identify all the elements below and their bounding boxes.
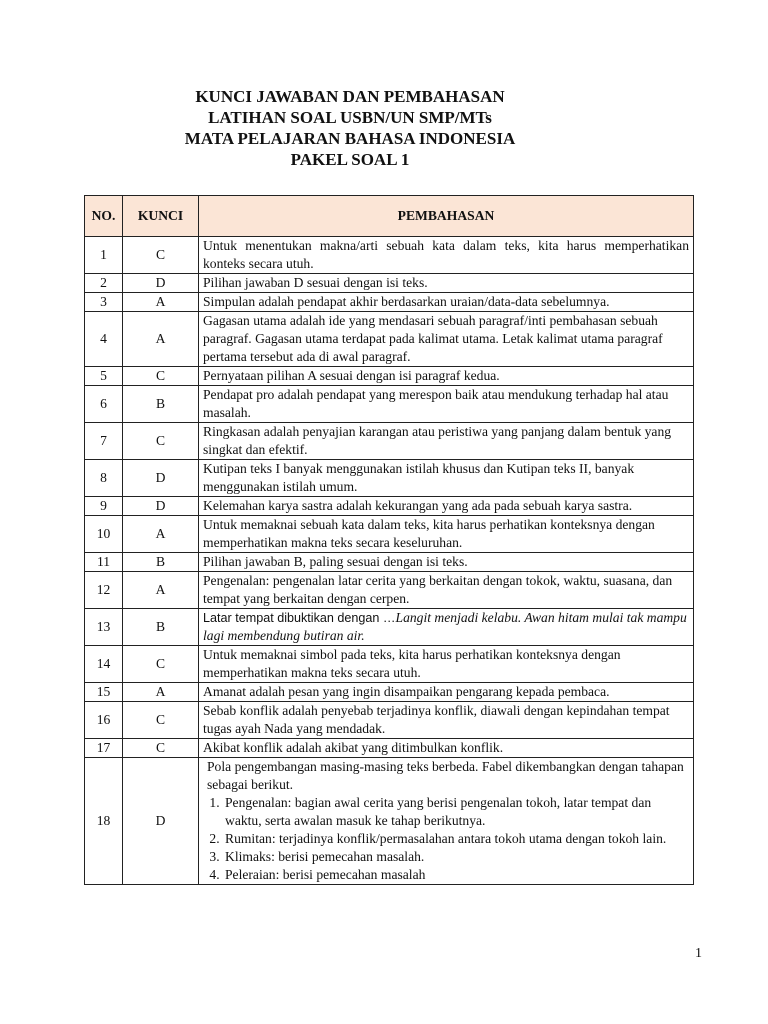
table-row — [85, 367, 694, 386]
list-item: 1. Pengenalan: bagian awal cerita yang berisi pengenalan tokoh, latar tempat dan waktu, serta awalan masuk ke tahap berikutnya. — [223, 794, 689, 830]
row-number: 2 — [85, 274, 123, 293]
row-explanation: Untuk menentukan makna/arti sebuah kata dalam teks, kita harus memperhatikan konteks secara utuh. — [199, 237, 694, 274]
table-row — [85, 683, 694, 702]
table-row — [85, 460, 694, 497]
explanation-prefix: Latar tempat dibuktikan dengan … — [203, 611, 396, 625]
row-answer: D — [123, 460, 199, 497]
table-header-row — [85, 196, 694, 237]
row-number: 5 — [85, 367, 123, 386]
row-explanation: Pendapat pro adalah pendapat yang merespon baik atau mendukung terhadap hal atau masalah. — [199, 386, 694, 423]
row-number: 4 — [85, 312, 123, 367]
row-answer: C — [123, 739, 199, 758]
row-explanation: Pernyataan pilihan A sesuai dengan isi paragraf kedua. — [199, 367, 694, 386]
table-row — [85, 293, 694, 312]
row-number: 8 — [85, 460, 123, 497]
row-answer: C — [123, 237, 199, 274]
title-line-2: LATIHAN SOAL USBN/UN SMP/MTs — [208, 108, 492, 127]
list-item: 4. Peleraian: berisi pemecahan masalah — [223, 866, 689, 884]
header-explanation: PEMBAHASAN — [199, 196, 694, 237]
table-row — [85, 423, 694, 460]
row-explanation: Untuk memaknai simbol pada teks, kita harus perhatikan konteksnya dengan memperhatikan makna teks secara utuh. — [199, 646, 694, 683]
row-explanation: Untuk memaknai sebuah kata dalam teks, kita harus perhatikan konteksnya dengan memperhatikan makna teks secara keseluruhan. — [199, 516, 694, 553]
table-row — [85, 702, 694, 739]
row-answer: B — [123, 386, 199, 423]
row-explanation: Gagasan utama adalah ide yang mendasari sebuah paragraf/inti pembahasan sebuah paragraf. Gagasan utama terdapat pada kalimat utama. Letak kalimat utama paragraf pertama tersebut ada di awal paragraf. — [199, 312, 694, 367]
row-answer: B — [123, 553, 199, 572]
row-number: 17 — [85, 739, 123, 758]
row-answer: C — [123, 702, 199, 739]
table-row — [85, 553, 694, 572]
row-explanation: Pilihan jawaban D sesuai dengan isi teks. — [199, 274, 694, 293]
list-item: 3. Klimaks: berisi pemecahan masalah. — [223, 848, 689, 866]
row-answer: A — [123, 293, 199, 312]
row-explanation: Pengenalan: pengenalan latar cerita yang berkaitan dengan tokok, waktu, suasana, dan tempat yang berkaitan dengan cerpen. — [199, 572, 694, 609]
row-answer: D — [123, 497, 199, 516]
row-explanation — [199, 758, 694, 885]
table-row — [85, 237, 694, 274]
header-no: NO. — [85, 196, 123, 237]
document-title — [0, 86, 700, 170]
list-item: 2. Rumitan: terjadinya konflik/permasalahan antara tokoh utama dengan tokoh lain. — [223, 830, 689, 848]
row-answer: C — [123, 646, 199, 683]
row-answer: A — [123, 516, 199, 553]
page-number: 1 — [695, 946, 702, 961]
row-explanation: Sebab konflik adalah penyebab terjadinya konflik, diawali dengan kepindahan tempat tugas ayah Nada yang mendadak. — [199, 702, 694, 739]
row-answer: A — [123, 572, 199, 609]
row-number: 1 — [85, 237, 123, 274]
row-explanation: Pilihan jawaban B, paling sesuai dengan isi teks. — [199, 553, 694, 572]
table-row — [85, 516, 694, 553]
row-answer: A — [123, 683, 199, 702]
table-row — [85, 739, 694, 758]
row-explanation: Ringkasan adalah penyajian karangan atau peristiwa yang panjang dalam bentuk yang singkat dan efektif. — [199, 423, 694, 460]
table-row — [85, 646, 694, 683]
stage-list — [203, 794, 689, 884]
table-row — [85, 758, 694, 885]
title-line-3: MATA PELAJARAN BAHASA INDONESIA — [184, 129, 516, 148]
row-number: 14 — [85, 646, 123, 683]
row-explanation: Kutipan teks I banyak menggunakan istilah khusus dan Kutipan teks II, banyak menggunakan istilah umum. — [199, 460, 694, 497]
explanation-intro: Pola pengembangan masing-masing teks berbeda. Fabel dikembangkan dengan tahapan sebagai berikut. — [207, 759, 684, 792]
table-row — [85, 274, 694, 293]
row-number: 9 — [85, 497, 123, 516]
row-explanation: Amanat adalah pesan yang ingin disampaikan pengarang kepada pembaca. — [199, 683, 694, 702]
row-number: 11 — [85, 553, 123, 572]
row-answer: A — [123, 312, 199, 367]
row-number: 6 — [85, 386, 123, 423]
table-row — [85, 497, 694, 516]
row-number: 15 — [85, 683, 123, 702]
row-answer: B — [123, 609, 199, 646]
row-number: 16 — [85, 702, 123, 739]
row-explanation — [199, 609, 694, 646]
row-number: 12 — [85, 572, 123, 609]
title-line-4: PAKEL SOAL 1 — [290, 150, 410, 169]
row-explanation: Kelemahan karya sastra adalah kekurangan yang ada pada sebuah karya sastra. — [199, 497, 694, 516]
table-row — [85, 609, 694, 646]
row-explanation: Simpulan adalah pendapat akhir berdasarkan uraian/data-data sebelumnya. — [199, 293, 694, 312]
row-number: 10 — [85, 516, 123, 553]
table-row — [85, 312, 694, 367]
row-number: 13 — [85, 609, 123, 646]
row-answer: D — [123, 274, 199, 293]
row-explanation: Akibat konflik adalah akibat yang ditimbulkan konflik. — [199, 739, 694, 758]
title-line-1: KUNCI JAWABAN DAN PEMBAHASAN — [195, 87, 505, 106]
row-number: 7 — [85, 423, 123, 460]
answer-key-table — [84, 195, 694, 885]
row-answer: C — [123, 367, 199, 386]
row-answer: D — [123, 758, 199, 885]
table-row — [85, 386, 694, 423]
table-row — [85, 572, 694, 609]
explanation-quote: Langit menjadi kelabu. Awan hitam mulai tak mampu lagi membendung butiran air. — [203, 610, 687, 643]
row-number: 18 — [85, 758, 123, 885]
header-key: KUNCI — [123, 196, 199, 237]
row-number: 3 — [85, 293, 123, 312]
row-answer: C — [123, 423, 199, 460]
